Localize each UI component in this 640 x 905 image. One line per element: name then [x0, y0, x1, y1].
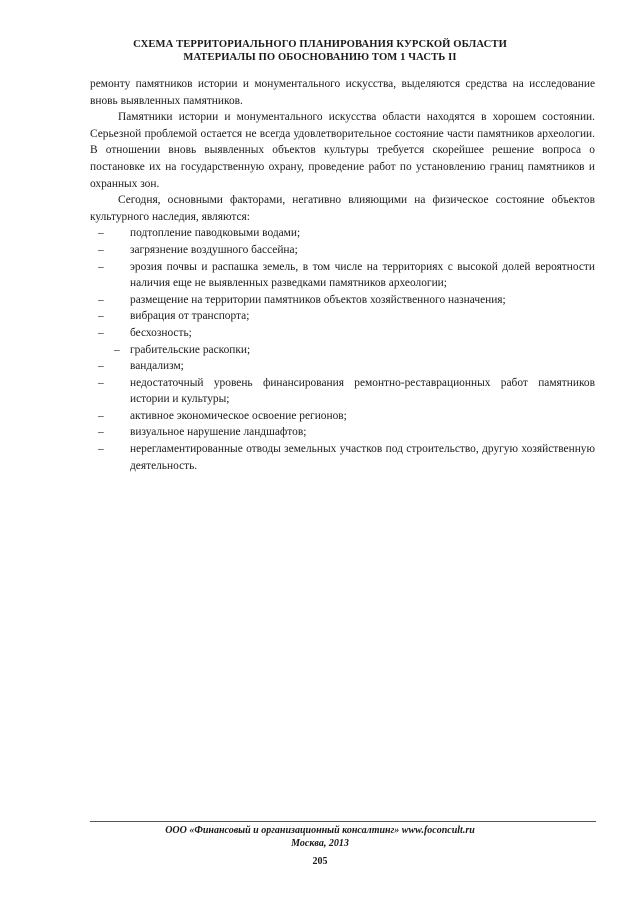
list-item-text: загрязнение воздушного бассейна; [130, 243, 298, 256]
list-dash: – [98, 310, 104, 323]
list-item [90, 225, 595, 242]
list-item [90, 325, 595, 342]
footer-company: ООО «Финансовый и организационный консалтинг» www.foconcult.ru [165, 825, 475, 836]
list-item-text: бесхозность; [130, 326, 192, 339]
list-item [90, 242, 595, 259]
footer-city-year: Москва, 2013 [291, 838, 349, 849]
list-item [90, 308, 595, 325]
list-dash: – [98, 443, 104, 456]
list-dash: – [98, 360, 104, 373]
list-item [90, 342, 595, 359]
list-dash: – [98, 227, 104, 240]
list-dash: – [114, 343, 120, 356]
paragraph-continuation: ремонту памятников истории и монументального искусства, выделяются средства на исследование вновь выявленных памятников. [90, 78, 595, 107]
header-subtitle: МАТЕРИАЛЫ ПО ОБОСНОВАНИЮ ТОМ 1 ЧАСТЬ II [183, 52, 457, 63]
list-item-text: вибрация от транспорта; [130, 310, 250, 323]
list-dash: – [98, 243, 104, 256]
paragraph-factors-intro: Сегодня, основными факторами, негативно влияющими на физическое состояние объектов культурного наследия, являются: [90, 194, 595, 223]
list-item-text: подтопление паводковыми водами; [130, 227, 301, 240]
list-item [90, 375, 595, 408]
list-item-text: визуальное нарушение ландшафтов; [130, 426, 307, 439]
list-item-text: вандализм; [130, 360, 184, 373]
list-dash: – [98, 326, 104, 339]
list-dash: – [98, 426, 104, 439]
list-dash: – [98, 409, 104, 422]
factors-list [90, 225, 595, 474]
document-body [90, 76, 595, 474]
header-title: СХЕМА ТЕРРИТОРИАЛЬНОГО ПЛАНИРОВАНИЯ КУРСКОЙ ОБЛАСТИ [133, 39, 507, 50]
list-item [90, 441, 595, 474]
list-item [90, 292, 595, 309]
list-item-text: нерегламентированные отводы земельных участков под строительство, другую хозяйственную деятельность. [130, 443, 595, 472]
list-item-text: размещение на территории памятников объектов хозяйственного назначения; [130, 293, 506, 306]
list-item-text: грабительские раскопки; [130, 343, 251, 356]
list-item [90, 358, 595, 375]
list-item [90, 259, 595, 292]
list-item-text: активное экономическое освоение регионов; [130, 409, 347, 422]
list-dash: – [98, 260, 104, 273]
list-item [90, 408, 595, 425]
paragraph-monuments-state: Памятники истории и монументального искусства области находятся в хорошем состоянии. Серьезной проблемой остается не всегда удовлетворительное состояние части памятников археологии. В отношении вновь выявленных объектов культуры требуется скорейшее решение вопроса о постановке их на государственную охрану, проведение работ по установлению границ памятников и охранных зон. [90, 111, 595, 190]
list-item-text: недостаточный уровень финансирования ремонтно-реставрационных работ памятников истории и культуры; [130, 376, 595, 406]
footer-divider [90, 821, 596, 822]
list-item [90, 424, 595, 441]
page-footer [0, 824, 640, 850]
list-item-text: эрозия почвы и распашка земель, в том числе на территориях с высокой долей вероятности наличия еще не выявленных разведками памятников археологии; [130, 260, 595, 290]
list-dash: – [98, 293, 104, 306]
list-dash: – [98, 376, 104, 389]
page-number: 205 [312, 856, 328, 867]
page-header [0, 38, 640, 64]
